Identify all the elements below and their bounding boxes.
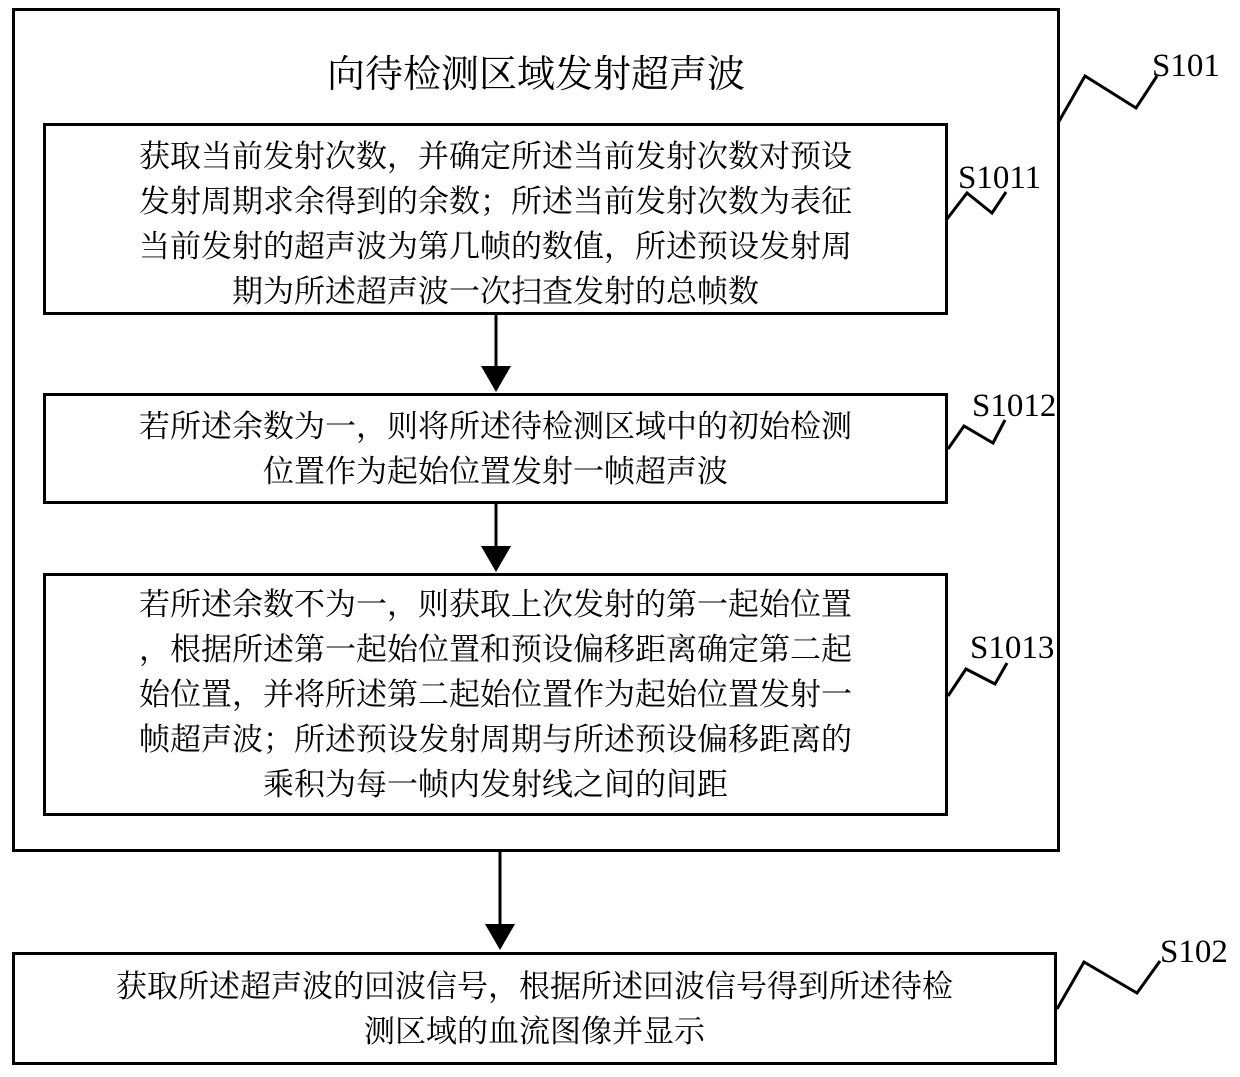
step-text-line: 测区域的血流图像并显示 [364, 1014, 705, 1049]
zigzag-connector-s101 [1058, 76, 1157, 123]
step-box-s1013 [43, 573, 948, 816]
step-text-line: 获取所述超声波的回波信号，根据所述回波信号得到所述待检 [116, 969, 953, 1004]
step-text-line: ，根据所述第一起始位置和预设偏移距离确定第二起 [139, 632, 852, 667]
step-label-s101: S101 [1152, 48, 1220, 84]
step-label-s1013: S1013 [970, 630, 1055, 666]
step-text-line: 获取当前发射次数，并确定所述当前发射次数对预设 [139, 139, 852, 174]
step-text-line: 发射周期求余得到的余数；所述当前发射次数为表征 [139, 184, 852, 219]
step-text-line: 若所述余数为一，则将所述待检测区域中的初始检测 [139, 409, 852, 444]
step-label-s1012: S1012 [972, 388, 1057, 424]
step-text-line: 帧超声波；所述预设发射周期与所述预设偏移距离的 [139, 722, 852, 757]
step-text-line: 乘积为每一帧内发射线之间的间距 [263, 767, 728, 802]
step-text-line: 若所述余数不为一，则获取上次发射的第一起始位置 [139, 587, 852, 622]
step-text-line: 当前发射的超声波为第几帧的数值，所述预设发射周 [139, 229, 852, 264]
step-box-s1012 [43, 393, 948, 504]
step-text-line: 位置作为起始位置发射一帧超声波 [263, 454, 728, 489]
outer-box-title: 向待检测区域发射超声波 [326, 54, 745, 96]
zigzag-connector-s102 [1057, 961, 1160, 1009]
flow-arrow-3 [485, 852, 515, 950]
step-label-s102: S102 [1160, 934, 1228, 970]
step-text-line: 期为所述超声波一次扫查发射的总帧数 [232, 274, 759, 309]
step-box-s1011 [43, 123, 948, 315]
step-box-s102 [12, 952, 1057, 1065]
step-text-line: 始位置，并将所述第二起始位置作为起始位置发射一 [139, 677, 852, 712]
step-label-s1011: S1011 [958, 160, 1042, 196]
